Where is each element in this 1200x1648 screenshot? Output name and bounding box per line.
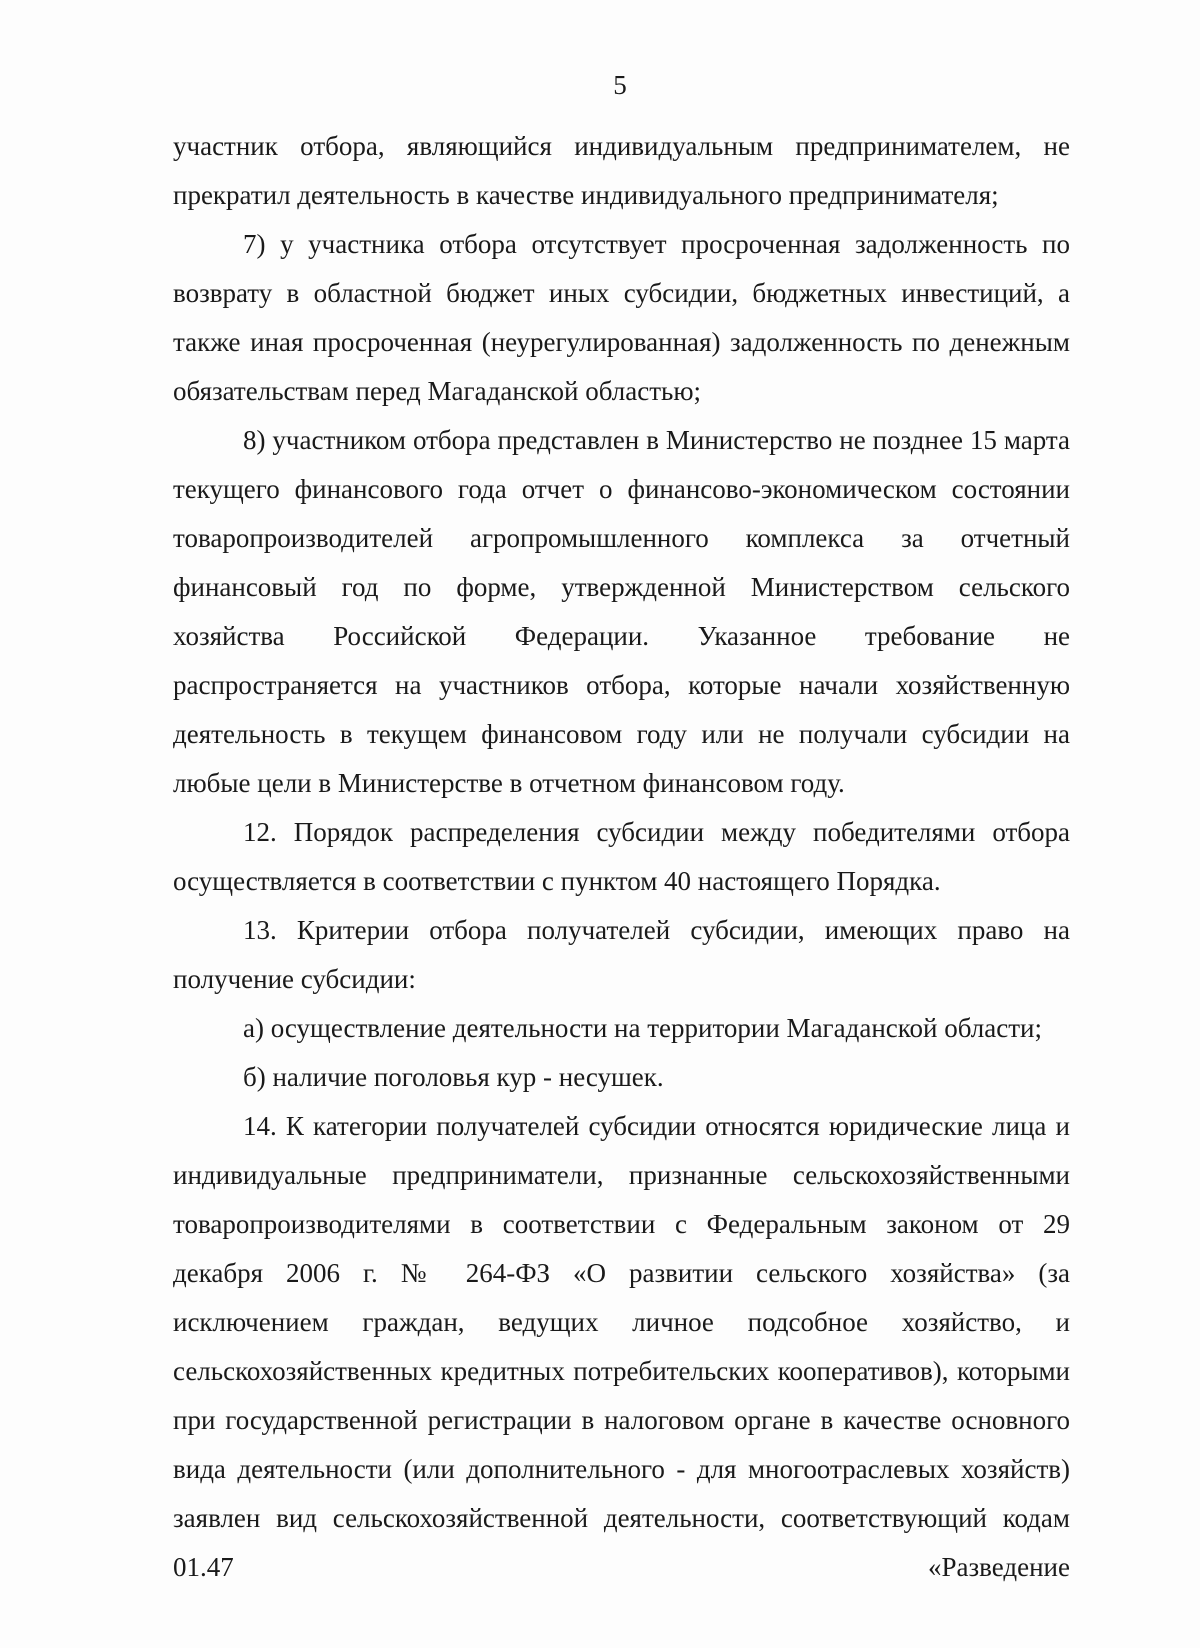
paragraph-criterion-b: б) наличие поголовья кур - несушек. [243, 1062, 664, 1092]
paragraph-clause-12: 12. Порядок распределения субсидии между победителями отбора осуществляется в соответствии с пунктом 40 настоящего Порядка. [173, 817, 1070, 896]
paragraph-item-7: 7) у участника отбора отсутствует просроченная задолженность по возврату в областной бюджет иных субсидии, бюджетных инвестиций, а также иная просроченная (неурегулированная) задолженность по денежным обязательствам перед Магаданской областью; [173, 229, 1070, 406]
paragraph-criterion-a: а) осуществление деятельности на территории Магаданской области; [243, 1013, 1042, 1043]
paragraph-continuation: участник отбора, являющийся индивидуальным предпринимателем, не прекратил деятельность в качестве индивидуального предпринимателя; [173, 131, 1070, 210]
document-body [173, 122, 1070, 1592]
paragraph-clause-13: 13. Критерии отбора получателей субсидии, имеющих право на получение субсидии: [173, 915, 1070, 994]
page-number: 5 [613, 70, 627, 100]
paragraph-item-8: 8) участником отбора представлен в Министерство не позднее 15 марта текущего финансового года отчет о финансово-экономическом состоянии товаропроизводителей агропромышленного комплекса за отчетный финансовый год по форме, утвержденной Министерством сельского хозяйства Российской Федерации. Указанное требование не распространяется на участников отбора, которые начали хозяйственную деятельность в текущем финансовом году или не получали субсидии на любые цели в Министерстве в отчетном финансовом году. [173, 425, 1070, 798]
paragraph-clause-14: 14. К категории получателей субсидии относятся юридические лица и индивидуальные предприниматели, признанные сельскохозяйственными товаропроизводителями в соответствии с Федеральным законом от 29 декабря 2006 г. № 264-ФЗ «О развитии сельского хозяйства» (за исключением граждан, ведущих личное подсобное хозяйство, и сельскохозяйственных кредитных потребительских кооперативов), которыми при государственной регистрации в налоговом органе в качестве основного вида деятельности (или дополнительного - для многоотраслевых хозяйств) заявлен вид сельскохозяйственной деятельности, соответствующий кодам 01.47 «Разведение [173, 1111, 1070, 1582]
